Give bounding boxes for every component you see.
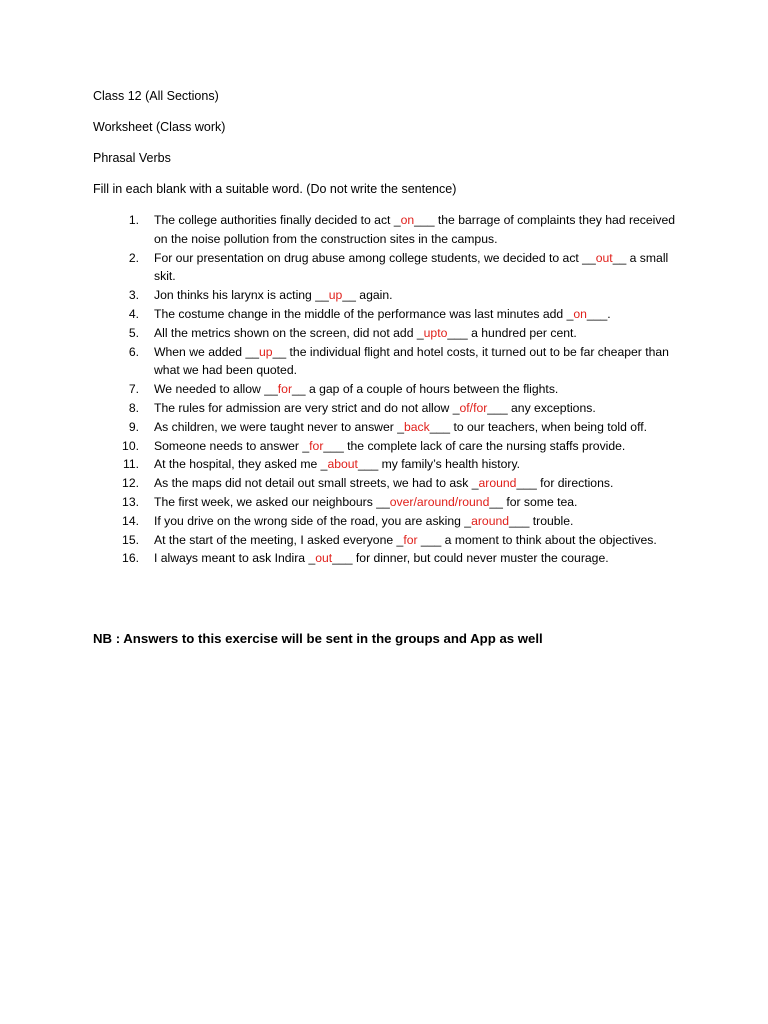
item-text <box>139 211 684 249</box>
item-answer: upto <box>423 325 448 340</box>
item-number: 13. <box>122 494 139 509</box>
item-answer: of/for <box>459 400 488 415</box>
item-number: 16. <box>122 551 139 566</box>
item-text <box>139 399 684 418</box>
item-number: 9. <box>128 419 139 434</box>
item-after: __ again. <box>342 288 393 303</box>
item-after: __ the individual flight and hotel costs, it turned out to be far cheaper than what we had been quoted. <box>154 344 669 378</box>
item-after: ___ my family’s health history. <box>357 457 521 472</box>
item-before: As the maps did not detail out small streets, we had to ask _ <box>154 476 479 491</box>
item-after: __ a small skit. <box>154 250 669 284</box>
item-after: ___ the barrage of complaints they had received on the noise pollution from the construction sites in the campus. <box>154 213 676 246</box>
item-number: 1. <box>128 213 139 227</box>
item-text <box>139 286 684 305</box>
item-answer: out <box>315 551 333 566</box>
list-item <box>93 549 693 568</box>
answers-note: NB : Answers to this exercise will be sent in the groups and App as well <box>93 631 543 646</box>
list-item <box>93 512 693 531</box>
item-number: 8. <box>128 400 139 415</box>
list-item <box>93 437 693 456</box>
item-before: All the metrics shown on the screen, did not add _ <box>154 325 424 340</box>
item-before: The college authorities finally decided to act _ <box>154 213 401 227</box>
list-item <box>93 343 693 381</box>
item-text <box>139 512 684 531</box>
item-before: When we added __ <box>154 344 260 359</box>
item-answer: on <box>573 306 587 321</box>
item-text <box>139 343 684 381</box>
item-text <box>139 418 684 437</box>
item-text <box>139 249 684 287</box>
item-text <box>139 305 684 324</box>
item-answer: back <box>403 419 430 434</box>
item-after: ___ for dinner, but could never muster the courage. <box>332 551 609 566</box>
item-number: 14. <box>122 513 139 528</box>
item-answer: up <box>328 288 343 303</box>
item-text <box>139 437 684 456</box>
item-number: 12. <box>122 476 139 491</box>
item-answer: over/around/round <box>389 494 490 509</box>
item-before: As children, we were taught never to answer _ <box>154 419 404 434</box>
item-number: 5. <box>128 325 139 340</box>
item-after: ___ the complete lack of care the nursing staffs provide. <box>323 438 626 453</box>
item-answer: for <box>309 438 324 453</box>
list-item <box>93 286 693 305</box>
item-before: If you drive on the wrong side of the road, you are asking _ <box>154 513 472 528</box>
item-answer: about <box>327 457 358 472</box>
item-before: Someone needs to answer _ <box>154 438 310 453</box>
item-after: ___ a moment to think about the objectives. <box>417 532 657 547</box>
item-before: At the start of the meeting, I asked everyone _ <box>154 532 404 547</box>
item-before: At the hospital, they asked me _ <box>154 457 328 472</box>
item-number: 7. <box>128 382 139 397</box>
item-text <box>139 493 684 512</box>
list-item <box>93 211 693 249</box>
item-after: ___ trouble. <box>509 513 574 528</box>
item-before: For our presentation on drug abuse among college students, we decided to act __ <box>154 250 596 265</box>
list-item <box>93 249 693 287</box>
item-number: 15. <box>122 532 139 547</box>
item-after: __ for some tea. <box>489 494 578 509</box>
list-item <box>93 531 693 550</box>
item-text <box>139 380 684 399</box>
item-number: 11. <box>122 457 139 472</box>
list-item <box>93 324 693 343</box>
list-item <box>93 455 693 474</box>
item-before: I always meant to ask Indira _ <box>154 551 316 566</box>
list-item <box>93 493 693 512</box>
item-text <box>139 474 684 493</box>
item-text <box>139 549 684 568</box>
list-item <box>93 305 693 324</box>
item-after: ___. <box>586 306 611 321</box>
item-number: 10. <box>122 438 139 453</box>
instruction-line: Fill in each blank with a suitable word. (Do not write the sentence) <box>93 182 457 196</box>
list-item <box>93 418 693 437</box>
list-item <box>93 380 693 399</box>
item-number: 3. <box>128 288 139 303</box>
item-before: We needed to allow __ <box>154 382 278 397</box>
item-after: ___ to our teachers, when being told off. <box>429 419 648 434</box>
topic-line: Phrasal Verbs <box>93 151 171 165</box>
item-after: ___ any exceptions. <box>487 400 596 415</box>
item-text <box>139 324 684 343</box>
item-answer: out <box>595 250 613 265</box>
item-answer: around <box>478 476 517 491</box>
item-text <box>139 531 684 550</box>
item-answer: around <box>471 513 510 528</box>
item-answer: on <box>400 213 415 227</box>
item-number: 2. <box>128 250 139 265</box>
item-after: ___ for directions. <box>516 476 614 491</box>
item-before: The first week, we asked our neighbours __ <box>154 494 390 509</box>
item-before: The rules for admission are very strict and do not allow _ <box>154 400 460 415</box>
item-before: The costume change in the middle of the performance was last minutes add _ <box>154 306 574 321</box>
question-list <box>93 211 693 568</box>
list-item <box>93 399 693 418</box>
item-number: 6. <box>128 344 139 359</box>
worksheet-line: Worksheet (Class work) <box>93 120 226 134</box>
item-number: 4. <box>128 306 139 321</box>
item-text <box>139 455 684 474</box>
item-after: ___ a hundred per cent. <box>447 325 577 340</box>
item-answer: up <box>259 344 273 359</box>
item-before: Jon thinks his larynx is acting __ <box>154 288 329 303</box>
class-line: Class 12 (All Sections) <box>93 89 219 103</box>
item-answer: for <box>403 532 418 547</box>
item-after: __ a gap of a couple of hours between the flights. <box>292 382 559 397</box>
item-answer: for <box>277 382 293 397</box>
list-item <box>93 474 693 493</box>
